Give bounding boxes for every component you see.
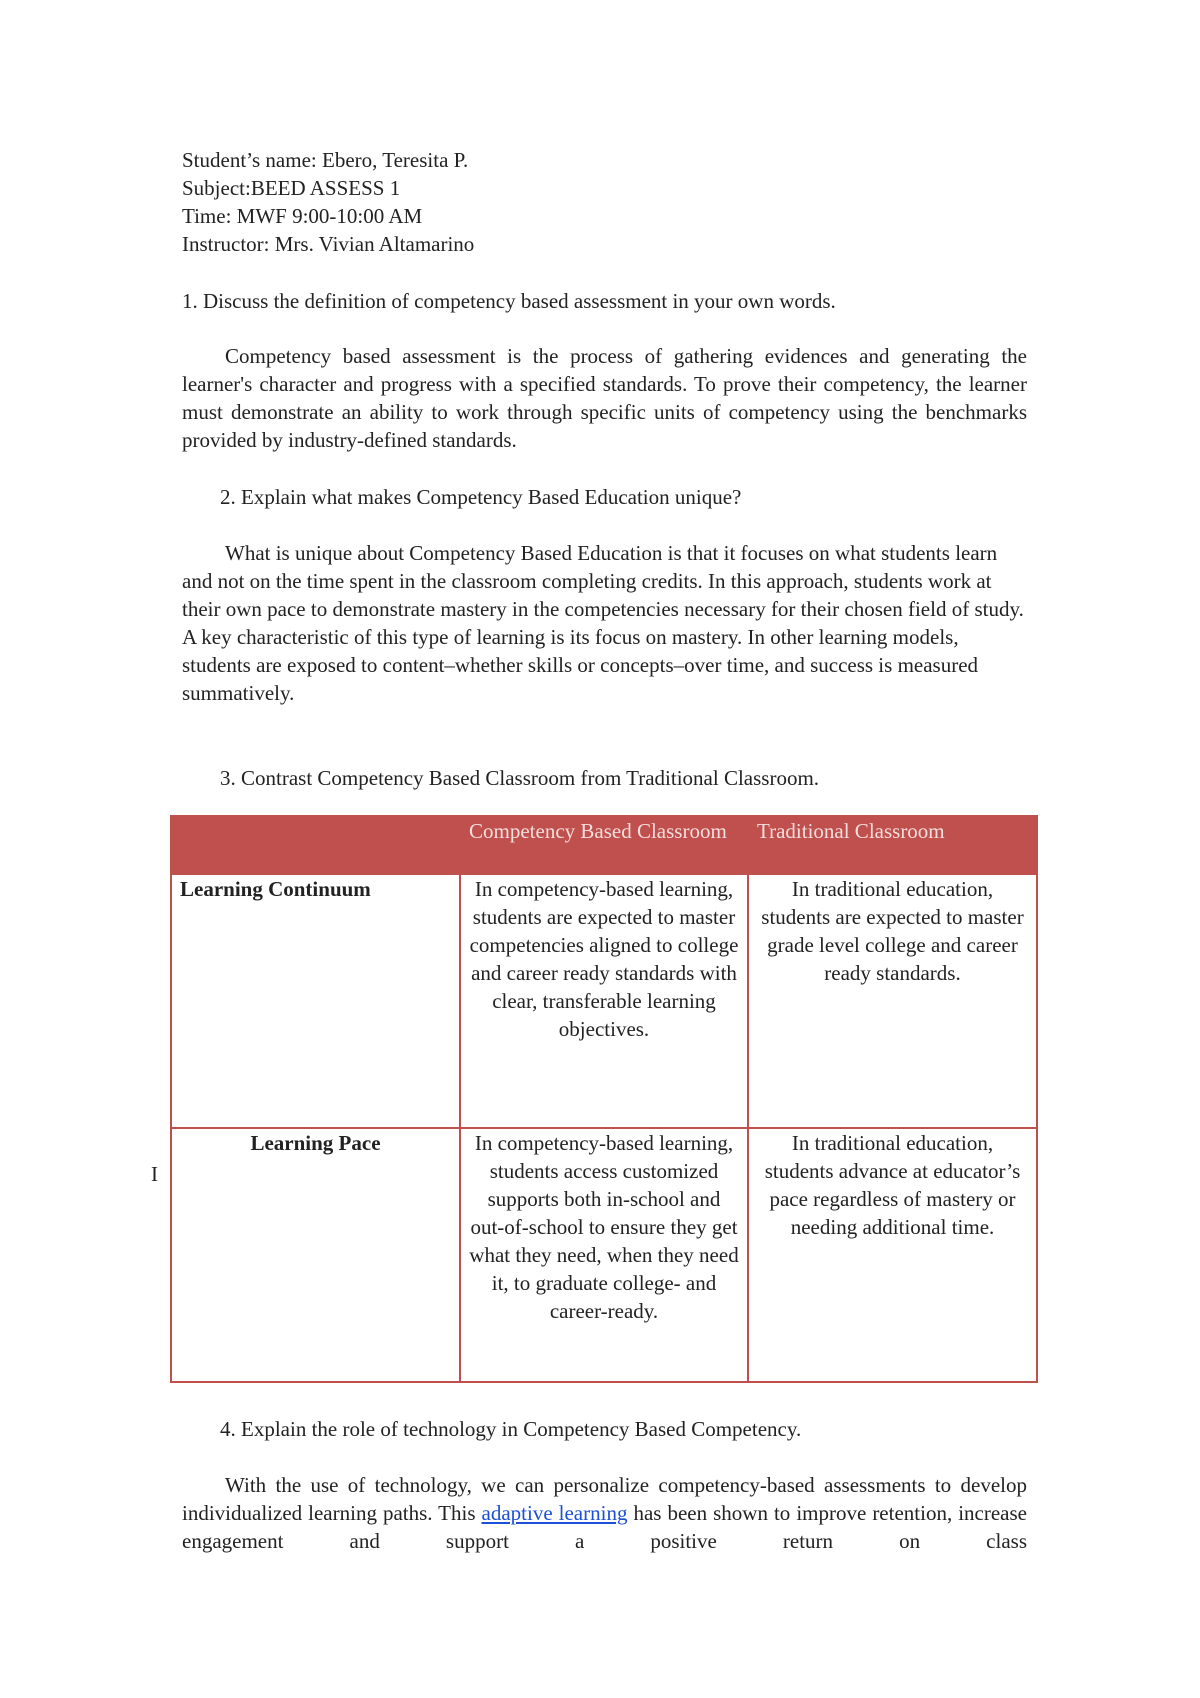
cell-continuum-traditional: In traditional education, students are expected to master grade level college and career ready standards. — [748, 874, 1037, 1128]
cell-pace-competency: In competency-based learning, students access customized supports both in-school and out-of-school to ensure they get what they need, when they need it, to graduate college- and career-ready. — [460, 1128, 748, 1382]
student-info-header — [182, 146, 1032, 258]
instructor: Instructor: Mrs. Vivian Altamarino — [182, 232, 475, 256]
row-label-learning-pace: Learning Pace — [171, 1128, 460, 1382]
table-header-empty — [171, 816, 460, 874]
student-name: Student’s name: Ebero, Teresita P. — [182, 148, 469, 172]
row-label-learning-continuum: Learning Continuum — [171, 874, 460, 1128]
answer-2: What is unique about Competency Based Education is that it focuses on what students learn and not on the time spent in the classroom completing credits. In this approach, students work at their own pace to demonstrate mastery in the competencies necessary for their chosen field of study. A key characteristic of this type of learning is its focus on mastery. In other learning models, students are exposed to content–whether skills or concepts–over time, and success is measured summatively. — [182, 541, 1024, 705]
table-header-traditional: Traditional Classroom — [748, 816, 1037, 874]
answer-4-text-end: has been shown to improve retention, increase engagement and support a positive return on class — [182, 1501, 1027, 1553]
answer-4 — [182, 1471, 1027, 1555]
adaptive-learning-link[interactable]: adaptive learning — [481, 1501, 628, 1525]
table-row — [171, 874, 1037, 1128]
text-cursor-mark: I — [151, 1162, 158, 1186]
cell-continuum-competency: In competency-based learning, students are expected to master competencies aligned to college and career ready standards with clear, transferable learning objectives. — [460, 874, 748, 1128]
class-time: Time: MWF 9:00-10:00 AM — [182, 204, 423, 228]
table-header-row — [171, 816, 1037, 874]
cell-pace-traditional: In traditional education, students advance at educator’s pace regardless of mastery or needing additional time. — [748, 1128, 1037, 1382]
question-2: 2. Explain what makes Competency Based Education unique? — [220, 485, 742, 509]
question-1: 1. Discuss the definition of competency based assessment in your own words. — [182, 289, 836, 313]
answer-1: Competency based assessment is the process of gathering evidences and generating the learner's character and progress with a specified standards. To prove their competency, the learner must demonstrate an ability to work through specific units of competency using the benchmarks provided by industry-defined standards. — [182, 344, 1027, 452]
comparison-table — [170, 815, 1038, 1383]
answer-4-text-start: With the use of technology, we can personalize competency-based assessments to develop individualized learning paths. This — [182, 1473, 1027, 1525]
table-row — [171, 1128, 1037, 1382]
question-4: 4. Explain the role of technology in Competency Based Competency. — [220, 1417, 802, 1441]
subject: Subject:BEED ASSESS 1 — [182, 176, 401, 200]
table-header-competency: Competency Based Classroom — [460, 816, 748, 874]
question-3: 3. Contrast Competency Based Classroom from Traditional Classroom. — [220, 766, 820, 790]
